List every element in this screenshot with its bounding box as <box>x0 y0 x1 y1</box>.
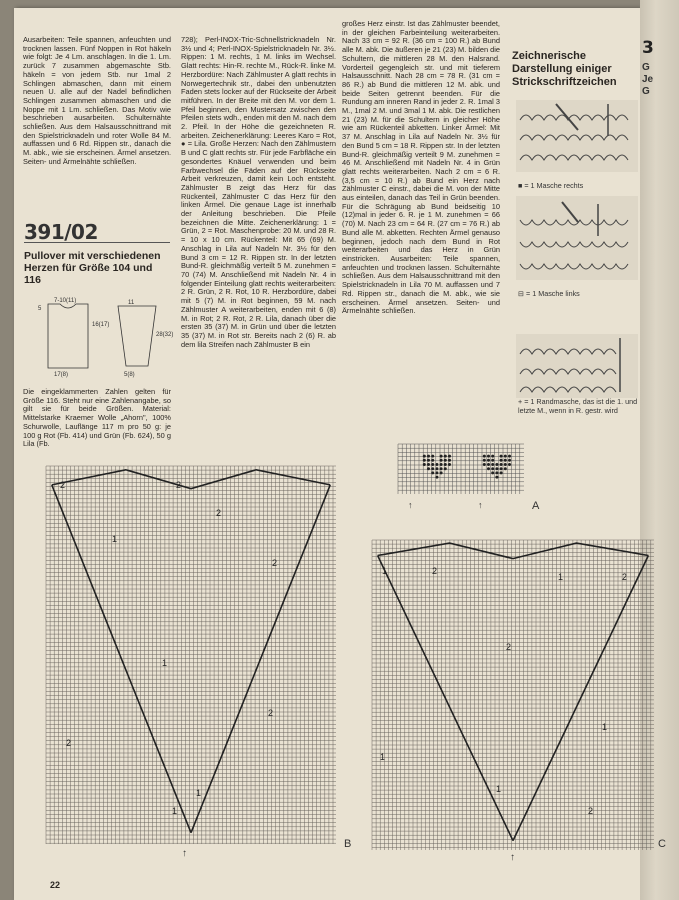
sidebar-title: Zeichnerische Darstellung einiger Strickschriftzeichen <box>512 50 617 88</box>
chart-c-center-arrow: ↑ <box>510 852 515 863</box>
schematic-label-3: 16(17) <box>92 322 110 328</box>
page-number: 22 <box>50 880 61 890</box>
chart-symbol-5: 1 <box>162 658 168 668</box>
chart-c-grid <box>372 540 654 850</box>
schematic-label-2: 5 <box>38 306 42 312</box>
schematic-label-7: 11 <box>128 300 135 306</box>
chart-symbol-6: 1 <box>602 722 608 732</box>
chart-symbol-0: 1 <box>382 566 388 576</box>
pattern-number: 391/02 <box>24 220 98 244</box>
column1-bottom-text: Die eingeklammerten Zahlen gelten für Größe 116. Steht nur eine Zahlenangabe, so gilt sie für beide Größen. Material: Mittelstarke Kraemer Wolle „Ahorn", 100% Schurwolle, Lauflänge 117 m pro 50 g: je 100 g Rot (Fb. 414) und Grün (Fb. 624), 50 g Lila (Fb. <box>23 387 171 449</box>
column3-text: großes Herz einstr. Ist das Zählmuster beendet, in der gleichen Farbeinteilung weiterarbeiten. Nach 33 cm = 92 R. (36 cm = 100 R.) ab Bund alle M. abk. Die äußeren je 21 (23) M. bilden die Schultern, die mittleren 28 M. den Halsrand. Vorderteil gegengleich str. und mit tieferem Halsausschnitt. Nach 28 cm = 78 R. (31 cm = 86 R.) ab Bund die mittleren 12 M. abk. und beide Seiten getrennt beenden. Für die Rundung am inneren Rand in jeder 2. R. 1mal 3 M., 1mal 2 M. und 3mal 1 M. abk. Die restlichen 21 (23) M. für die Schultern in gleicher Höhe wie am Rückenteil abketten. Linker Ärmel: Mit 37 M. Anschlag in Lila auf Nadeln Nr. 3½ für den Bund 5 cm = 18 R. Rippen str. In der letzten Bund-R. gleichmäßig verteilt 9 M. zunehmen = 46 M. Anschließend mit Nadeln Nr. 4 in Grün glatt rechts weiterarbeiten. Nach 2 cm = 6 R. (3,5 cm = 10 R.) ab Bund ein Herz nach Zählmuster C einstr., dabei die M. von der Mitte aus einteilen, danach das Teil in Grün beenden. Für die Schrägung ab Bund beidseitig 10 (12)mal in jeder 6. R. je 1 M. zunehmen = 66 (70) M. Nach 23 cm = 64 R. (27 cm = 76 R.) ab Bund alle M. abketten. Rechten Ärmel genauso beginnen, jedoch nach dem Bund in Rot weiterarbeiten und das Herz in Grün einstricken. Ausarbeiten: Teile spannen, anfeuchten und trocknen lassen. Schulternähte schließen. Aus dem Halsausschnittrand mit den Spielstricknadeln in Lila 70 M. auffassen und 7 Rd. Rippen str., danach die M. abk., wie sie erscheinen. Ärmel ansetzen. Seiten- und Ärmelnähte schließen. <box>342 19 500 316</box>
next-page-number: 3 <box>642 38 654 58</box>
chart-symbol-4: 2 <box>506 642 512 652</box>
chart-symbol-1: 2 <box>176 480 182 490</box>
chart-symbol-4: 2 <box>272 558 278 568</box>
legend-edge: + = 1 Randmasche, das ist die 1. und letzte M., wenn in R. gestr. wird <box>518 397 638 415</box>
column1-top-text: Ausarbeiten: Teile spannen, anfeuchten und trocknen lassen. Fünf Noppen in Rot häkeln wie folgt: Je 4 Lm. anschlagen. In die 1. Lm. zurück 7 zusammen abgemaschte Stb. häkeln = von jedem Stb. nur 1mal 2 Schlingen abmaschen, dann mit einem neuen U. alle auf der Nadel befindlichen Schlingen zusammen abmaschen und die Noppe mit 1 Lm. schließen. Das Motiv wie beschrieben ausarbeiten. Schulternähte schließen. Aus dem Halsausschnittrand mit den Spielstricknadeln und roter Wolle 84 M. auffassen und 6 Rd. Rippen str., danach die M. abk., wie sie erscheinen. Ärmel ansetzen. Seiten- und Ärmelnähte schließen. <box>23 35 171 166</box>
chart-symbol-3: 2 <box>216 508 222 518</box>
next-page-text: G Je G <box>642 62 654 97</box>
chart-symbol-8: 2 <box>268 708 274 718</box>
stitch-illustration-edge <box>516 334 638 398</box>
column2-text: 728); Perl-INOX-Tric-Schnellstricknadeln Nr. 3½ und 4; Perl-INOX-Spielstricknadeln Nr. 3½. Rippen: 1 M. rechts, 1 M. links im Wechsel. Glatt rechts: Hin-R. rechte M., Rück-R. linke M. Herzbordüre: Nach Zählmuster A glatt rechts in Norwegertechnik str., dabei den unbenutzten Faden stets locker auf der Rückseite der Arbeit mitführen. In der Breite mit den M. vor dem 1. Pfeil beginnen, den Mustersatz zwischen den Pfeilen stets wdh., enden mit den M. nach dem 2. Pfeil. In der Höhe die gezeichneten R. arbeiten. Zeichenerklärung: Leeres Karo = Rot, ● = Lila. Große Herzen: Nach den Zählmustern B und C glatt rechts str. Für jede Farbfläche ein gesondertes Knäuel verwenden und beim Farbwechsel die Fäden auf der Rückseite Arbeit verkreuzen, damit kein Loch entsteht. Zählmuster B zeigt das Herz für das Rückenteil, Zählmuster C das Herz für den linken Ärmel. Die genaue Lage ist innerhalb der Anleitung beschrieben. Die Pfeile bezeichnen die Mitte. Zeichenerklärung: 1 = Grün, 2 = Rot. Maschenprobe: 20 M. und 28 R. = 10 x 10 cm. Rückenteil: Mit 65 (69) M. Anschlag in Lila auf Nadeln Nr. 3½ für den Bund 3 cm = 12 R. Rippen str. In der letzten Bund-R. gleichmäßig verteilt 5 M. zunehmen = 70 (74) M. Anschließend mit Nadeln Nr. 4 in folgender Einteilung glatt rechts weiterarbeiten: 2 R. Grün, 2 R. Rot, 10 R. Herzbordüre, dabei mit 5 (7) M. in Rot beginnen, 59 M. nach Zählmuster A weiterarbeiten, enden mit 6 (8) M. in Rot; 2 R. Rot, 2 R. Lila, danach über die ersten 35 (37) M. in Grün und über die letzten 35 (37) M. in Rot str. Bereits nach 2 (6) R. ab dem lila Streifen nach Zählmuster B ein <box>181 35 336 349</box>
chart-symbol-2: 1 <box>112 534 118 544</box>
chart-symbol-2: 1 <box>558 572 564 582</box>
chart-a-arrow-2: ↑ <box>478 500 483 510</box>
chart-symbol-9: 1 <box>172 806 178 816</box>
chart-a-label: A <box>532 500 540 512</box>
chart-b-grid <box>46 466 336 844</box>
chart-b-center-arrow: ↑ <box>182 848 187 859</box>
chart-symbol-0: 2 <box>60 480 66 490</box>
chart-symbol-5: 1 <box>380 752 386 762</box>
schematic-label-5: 17(8) <box>54 372 69 378</box>
legend-knit: ■ = 1 Masche rechts <box>518 181 584 190</box>
schematic-label-1: 7-10(11) <box>54 298 77 304</box>
stitch-illustration-purl <box>516 196 638 280</box>
schematic-label-4: 28(32) <box>156 332 174 338</box>
schematic-label-6: 5(8) <box>124 372 135 378</box>
chart-symbol-6: 2 <box>66 738 72 748</box>
chart-symbol-7: 1 <box>196 788 202 798</box>
chart-a-arrow-1: ↑ <box>408 500 413 510</box>
chart-symbol-8: 1 <box>496 784 502 794</box>
legend-purl: ⊟ = 1 Masche links <box>518 289 580 298</box>
chart-b-label: B <box>344 838 352 850</box>
chart-symbol-7: 2 <box>588 806 594 816</box>
garment-schematic <box>30 296 174 382</box>
stitch-illustration-knit <box>516 100 638 172</box>
chart-symbol-3: 2 <box>622 572 628 582</box>
chart-a-grid <box>398 444 524 494</box>
pattern-title: Pullover mit verschiedenen Herzen für Größe 104 und 116 <box>24 250 161 286</box>
chart-symbol-1: 2 <box>432 566 438 576</box>
chart-c-label: C <box>658 838 666 850</box>
